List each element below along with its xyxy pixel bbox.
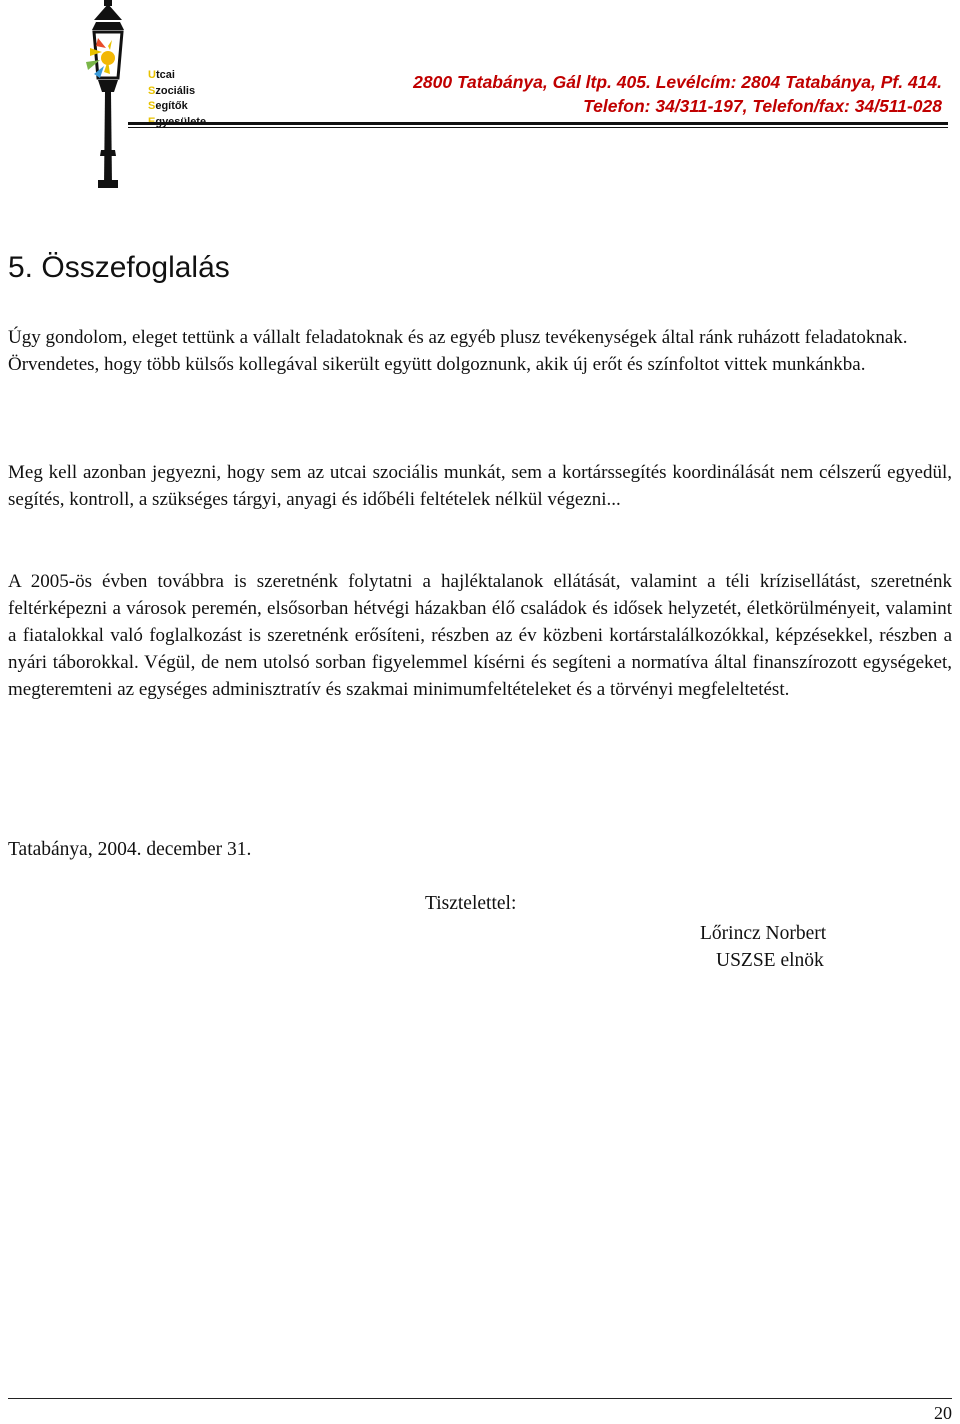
paragraph-group-2 bbox=[8, 459, 952, 513]
org-name-line: Szociális bbox=[148, 84, 196, 97]
footer-rule bbox=[8, 1398, 952, 1399]
contact-info bbox=[413, 70, 942, 118]
closing-greeting: Tisztelettel: bbox=[425, 893, 517, 914]
paragraph: Meg kell azonban jegyezni, hogy sem az utcai szociális munkát, sem a kortárssegítés koordinálását nem célszerű egyedül, segítés, kontroll, a szükséges tárgyi, anyagi és időbéli feltételek nélkül végezni... bbox=[8, 462, 952, 510]
section-title: 5. Összefoglalás bbox=[8, 251, 230, 284]
contact-address: 2800 Tatabánya, Gál ltp. 405. Levélcím: 2804 Tatabánya, Pf. 414. bbox=[413, 72, 942, 92]
paragraph: Örvendetes, hogy több külsős kollegával sikerült együtt dolgoznunk, akik új erőt és színfoltot vittek munkánkba. bbox=[8, 354, 866, 375]
paragraph-group-3 bbox=[8, 568, 952, 703]
page-number: 20 bbox=[934, 1403, 952, 1423]
signer-name: Lőrincz Norbert bbox=[700, 923, 827, 944]
paragraph: A 2005-ös évben továbbra is szeretnénk folytatni a hajléktalanok ellátását, valamint a téli krízisellátást, szeretnénk feltérképezni a városok peremén, elsősorban hétvégi házakban élő családok és idősek helyzetét, életkörülményeit, valamint a fiatalokkal való foglalkozást is szeretnénk erősíteni, részben az év közbeni kortárstalálkozókkal, képzésekkel, részben a nyári táborokkal. Végül, de nem utolsó sorban figyelemmel kísérni és segíteni a normatíva által finanszírozott egységeket, megteremteni az egységes adminisztratív és szakmai minimumfeltételeket és a törvényi megfeleltetést. bbox=[8, 571, 952, 700]
header-rule-thin bbox=[128, 127, 948, 128]
org-name-line: Utcai bbox=[148, 69, 175, 81]
signer-title: USZSE elnök bbox=[716, 950, 824, 971]
signature-block bbox=[700, 920, 826, 974]
organization-name bbox=[148, 68, 248, 130]
paragraph: Úgy gondolom, eleget tettünk a vállalt feladatoknak és az egyéb plusz tevékenységek által ránk ruházott feladatoknak. bbox=[8, 327, 908, 348]
header-rule-thick bbox=[128, 122, 948, 125]
page-header bbox=[0, 0, 960, 190]
street-lamp-logo-icon bbox=[68, 0, 152, 190]
paragraph-group-1 bbox=[8, 324, 952, 378]
document-date: Tatabánya, 2004. december 31. bbox=[8, 839, 252, 860]
org-name-line: Segítők bbox=[148, 100, 188, 112]
contact-phone: Telefon: 34/311-197, Telefon/fax: 34/511-028 bbox=[583, 96, 942, 116]
header-rule bbox=[128, 122, 948, 128]
